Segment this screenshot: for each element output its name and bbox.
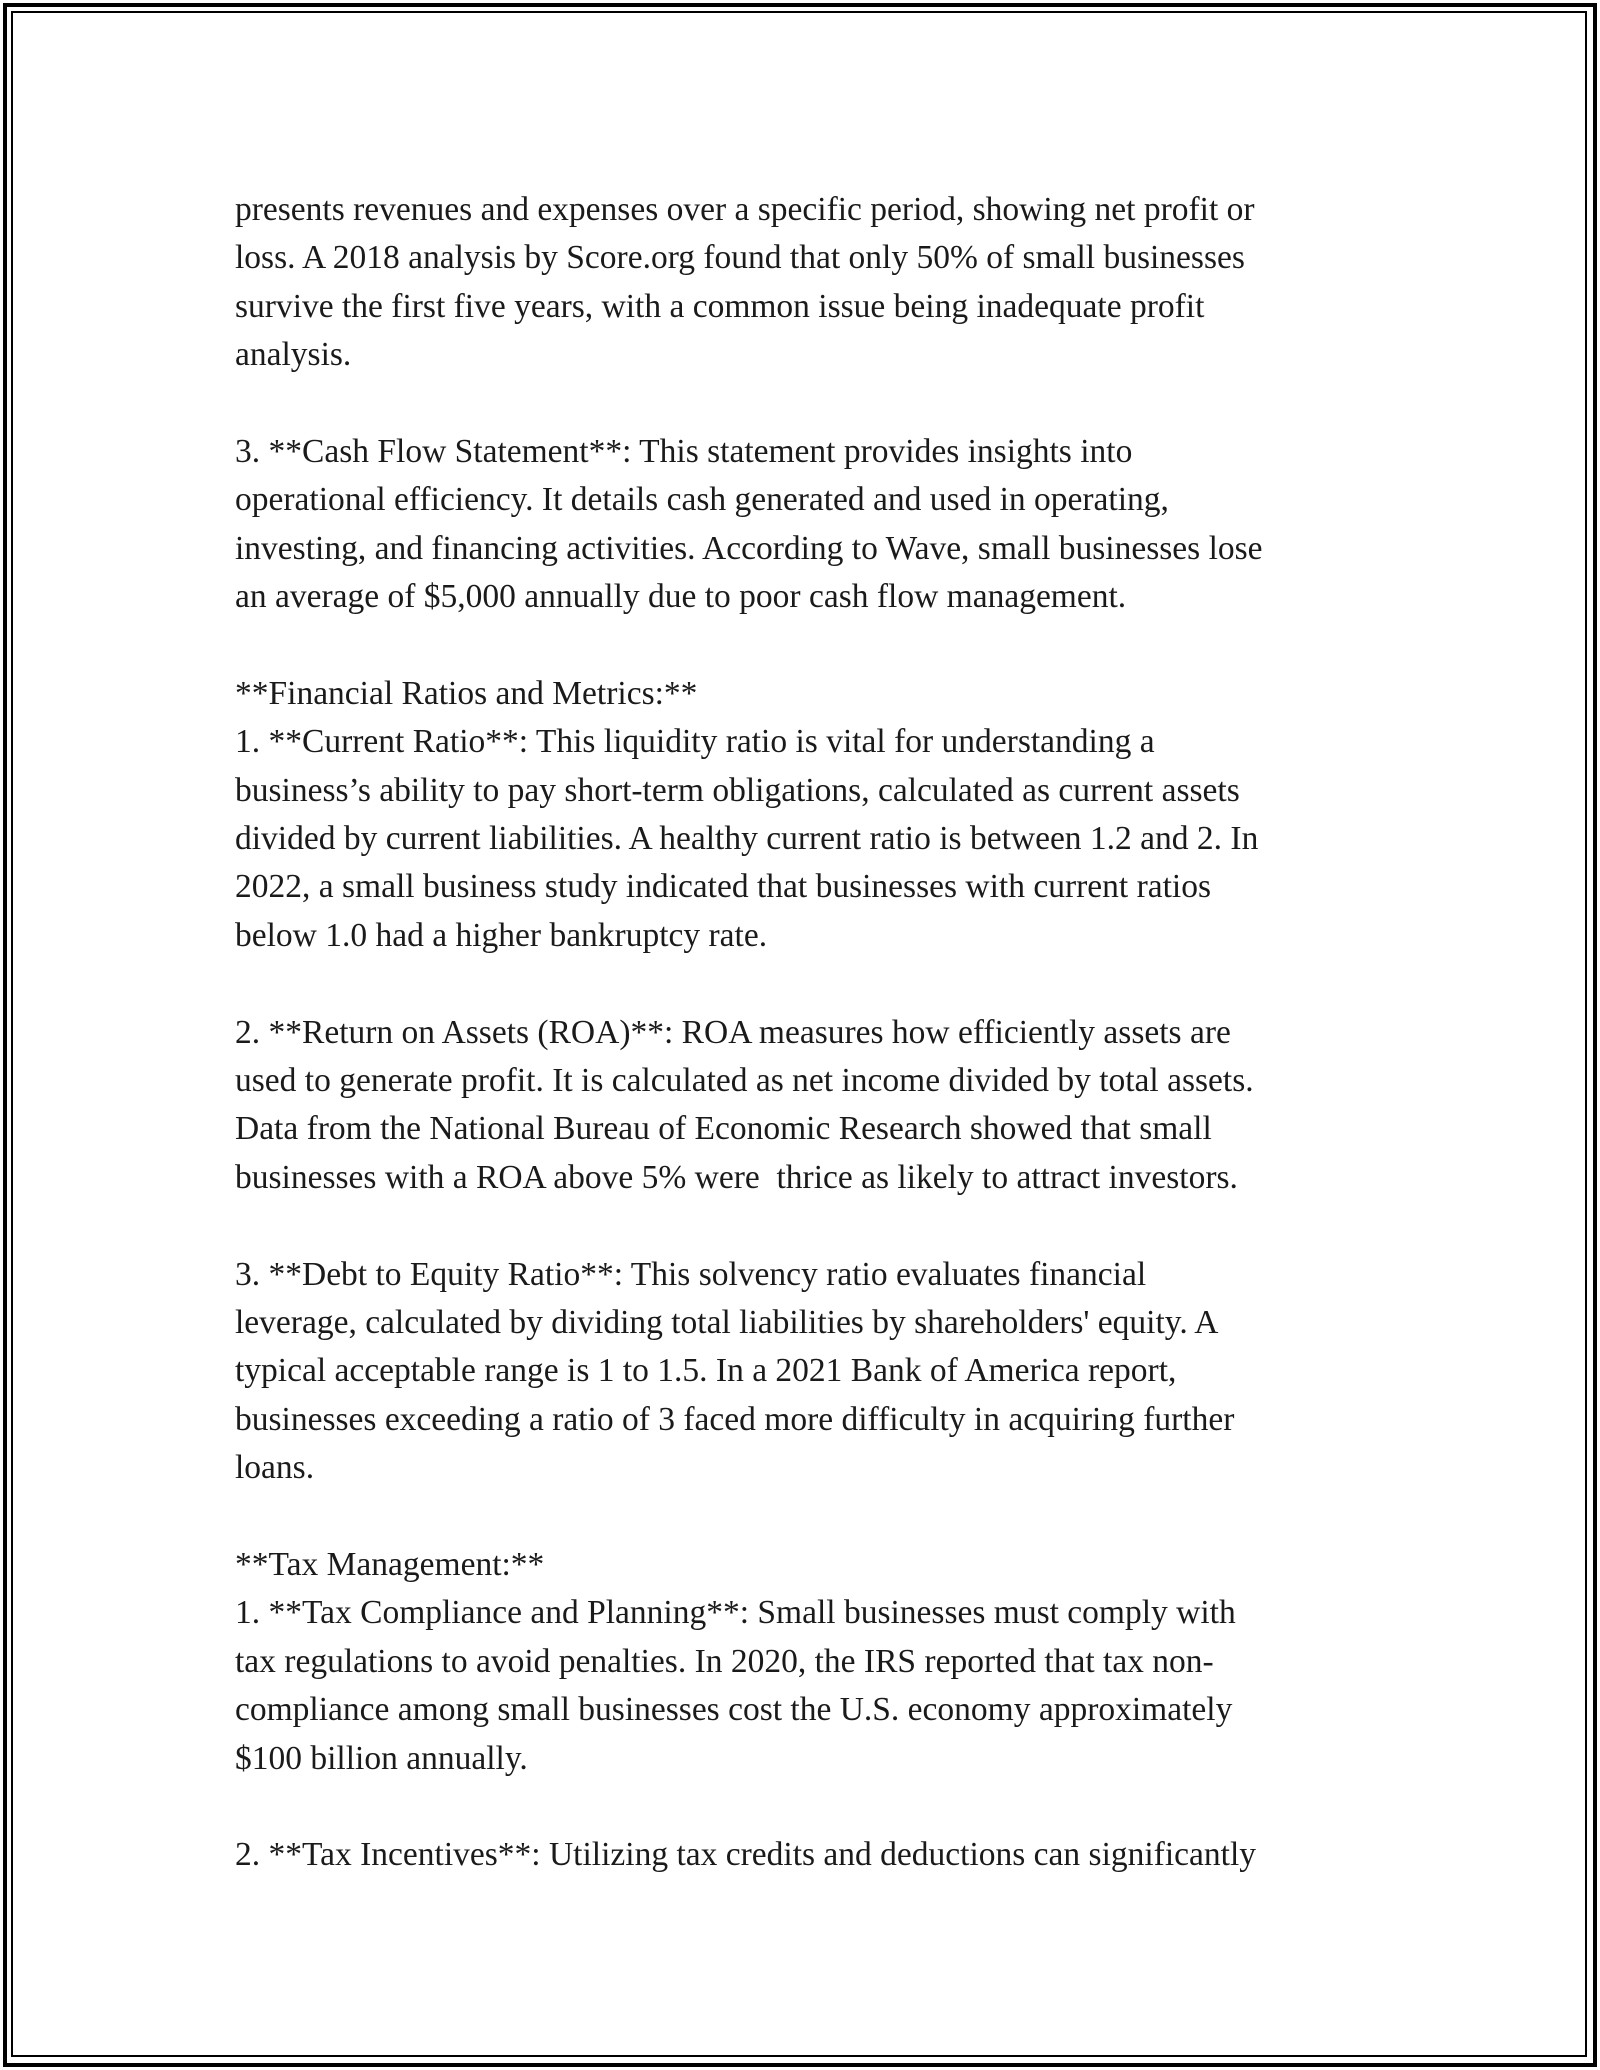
paragraph xyxy=(235,428,1385,622)
text-line: analysis. xyxy=(235,336,352,374)
paragraph-gap xyxy=(235,1202,1385,1250)
section-heading: **Financial Ratios and Metrics:** xyxy=(235,674,698,712)
paragraph-gap xyxy=(235,960,1385,1008)
text-line: presents revenues and expenses over a specific period, showing net profit or xyxy=(235,191,1255,228)
paragraph xyxy=(235,670,1385,960)
text-line: used to generate profit. It is calculated as net income divided by total assets. xyxy=(235,1062,1254,1100)
text-line: divided by current liabilities. A healthy current ratio is between 1.2 and 2. In xyxy=(235,820,1259,858)
text-line: $100 billion annually. xyxy=(235,1739,528,1777)
document-body xyxy=(235,186,1385,1880)
text-line: tax regulations to avoid penalties. In 2020, the IRS reported that tax non- xyxy=(235,1642,1214,1680)
text-line: businesses with a ROA above 5% were thrice as likely to attract investors. xyxy=(235,1158,1238,1196)
paragraph xyxy=(235,1251,1385,1493)
text-line: Data from the National Bureau of Economic Research showed that small xyxy=(235,1110,1212,1148)
paragraph xyxy=(235,186,1385,380)
text-line: 2022, a small business study indicated that businesses with current ratios xyxy=(235,868,1211,906)
text-line: 1. **Current Ratio**: This liquidity ratio is vital for understanding a xyxy=(235,723,1155,761)
section-heading: **Tax Management:** xyxy=(235,1545,545,1583)
text-line: loss. A 2018 analysis by Score.org found that only 50% of small businesses xyxy=(235,239,1245,277)
text-line: survive the first five years, with a common issue being inadequate profit xyxy=(235,287,1205,325)
paragraph-gap xyxy=(235,1783,1385,1831)
text-line: below 1.0 had a higher bankruptcy rate. xyxy=(235,916,768,954)
text-line: loans. xyxy=(235,1449,315,1487)
paragraph-gap xyxy=(235,1493,1385,1541)
text-line: 2. **Return on Assets (ROA)**: ROA measures how efficiently assets are xyxy=(235,1013,1231,1051)
text-line: businesses exceeding a ratio of 3 faced more difficulty in acquiring further xyxy=(235,1400,1235,1438)
text-line: 1. **Tax Compliance and Planning**: Small businesses must comply with xyxy=(235,1594,1236,1632)
text-line: 3. **Cash Flow Statement**: This statement provides insights into xyxy=(235,432,1133,470)
text-line: typical acceptable range is 1 to 1.5. In a 2021 Bank of America report, xyxy=(235,1352,1177,1390)
text-line: leverage, calculated by dividing total liabilities by shareholders' equity. A xyxy=(235,1303,1219,1341)
paragraph-gap xyxy=(235,380,1385,428)
text-line: an average of $5,000 annually due to poor cash flow management. xyxy=(235,578,1127,616)
paragraph xyxy=(235,1541,1385,1783)
text-line: investing, and financing activities. According to Wave, small businesses lose xyxy=(235,529,1263,567)
text-line: compliance among small businesses cost the U.S. economy approximately xyxy=(235,1691,1233,1729)
paragraph xyxy=(235,1831,1385,1879)
text-line: 2. **Tax Incentives**: Utilizing tax credits and deductions can significantly xyxy=(235,1836,1256,1874)
text-line: 3. **Debt to Equity Ratio**: This solvency ratio evaluates financial xyxy=(235,1255,1147,1293)
text-line: operational efficiency. It details cash generated and used in operating, xyxy=(235,481,1169,519)
paragraph xyxy=(235,1009,1385,1203)
paragraph-gap xyxy=(235,622,1385,670)
text-line: business’s ability to pay short-term obligations, calculated as current assets xyxy=(235,771,1240,809)
